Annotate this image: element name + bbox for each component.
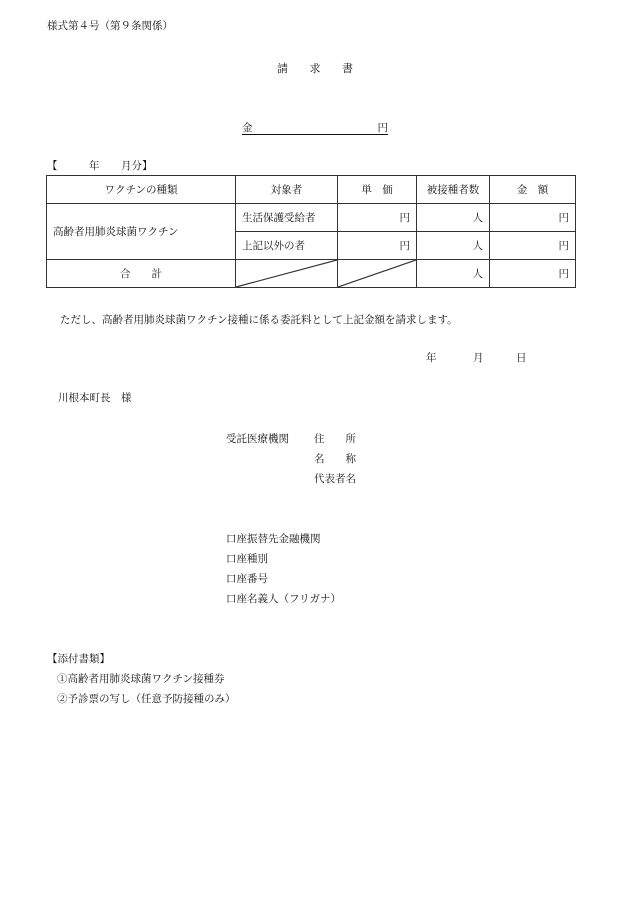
- header-recipient-count: 被接種者数: [417, 176, 490, 204]
- date-year-label: 年: [426, 352, 437, 364]
- header-target: 対象者: [236, 176, 338, 204]
- date-day-label: 日: [516, 352, 527, 364]
- medical-institution-label: 受託医療機関: [226, 433, 289, 445]
- target-cell: 上記以外の者: [236, 232, 338, 260]
- period-month-label: 月分】: [121, 160, 153, 172]
- billing-note: ただし、高齢者用肺炎球菌ワクチン接種に係る委託料として上記金額を請求します。: [60, 314, 458, 326]
- recipient-count-cell: 人: [417, 232, 490, 260]
- account-number-label: 口座番号: [226, 573, 268, 585]
- account-type-label: 口座種別: [226, 553, 268, 565]
- target-cell: 生活保護受給者: [236, 204, 338, 232]
- document-title: [0, 60, 630, 76]
- diagonal-strike: [338, 260, 416, 287]
- attachments-heading: 【添付書類】: [47, 653, 110, 665]
- recipient-count-cell: 人: [417, 204, 490, 232]
- amount-cell: 円: [490, 204, 576, 232]
- price-void-cell: [338, 260, 417, 288]
- title-char-1: 請: [277, 62, 288, 75]
- total-label-cell: 合 計: [47, 260, 236, 288]
- table-row: [47, 204, 576, 232]
- unit-price-cell: 円: [338, 232, 417, 260]
- account-holder-label: 口座名義人（フリガナ）: [226, 593, 341, 605]
- amount-suffix: 円: [377, 122, 388, 134]
- unit-price-cell: 円: [338, 204, 417, 232]
- amount-field: [242, 120, 388, 135]
- bank-institution-label: 口座振替先金融機関: [226, 533, 321, 545]
- target-void-cell: [236, 260, 338, 288]
- diagonal-strike: [236, 260, 337, 287]
- form-number: 様式第４号（第９条関係）: [47, 20, 173, 32]
- amount-prefix: 金: [242, 122, 253, 134]
- table-header-row: [47, 176, 576, 204]
- amount-cell: 円: [490, 232, 576, 260]
- title-char-2: 求: [309, 62, 321, 75]
- table-total-row: [47, 260, 576, 288]
- total-count-cell: 人: [417, 260, 490, 288]
- period-year-label: 年: [89, 160, 100, 172]
- vaccine-name-cell: 高齢者用肺炎球菌ワクチン: [47, 204, 236, 260]
- date-month-label: 月: [473, 352, 484, 364]
- attachment-item: ①高齢者用肺炎球菌ワクチン接種券: [57, 673, 225, 685]
- total-amount-cell: 円: [490, 260, 576, 288]
- header-unit-price: 単 価: [338, 176, 417, 204]
- attachment-item: ②予診票の写し（任意予防接種のみ）: [57, 693, 236, 705]
- address-label: 住 所: [314, 433, 356, 445]
- period-open-bracket: 【: [47, 160, 58, 172]
- addressee: 川根本町長 様: [58, 392, 132, 404]
- header-amount: 金 額: [490, 176, 576, 204]
- representative-label: 代表者名: [314, 473, 356, 485]
- header-vaccine-type: ワクチンの種類: [47, 176, 236, 204]
- name-label: 名 称: [314, 453, 356, 465]
- title-char-3: 書: [342, 62, 353, 75]
- fee-table: [46, 175, 576, 288]
